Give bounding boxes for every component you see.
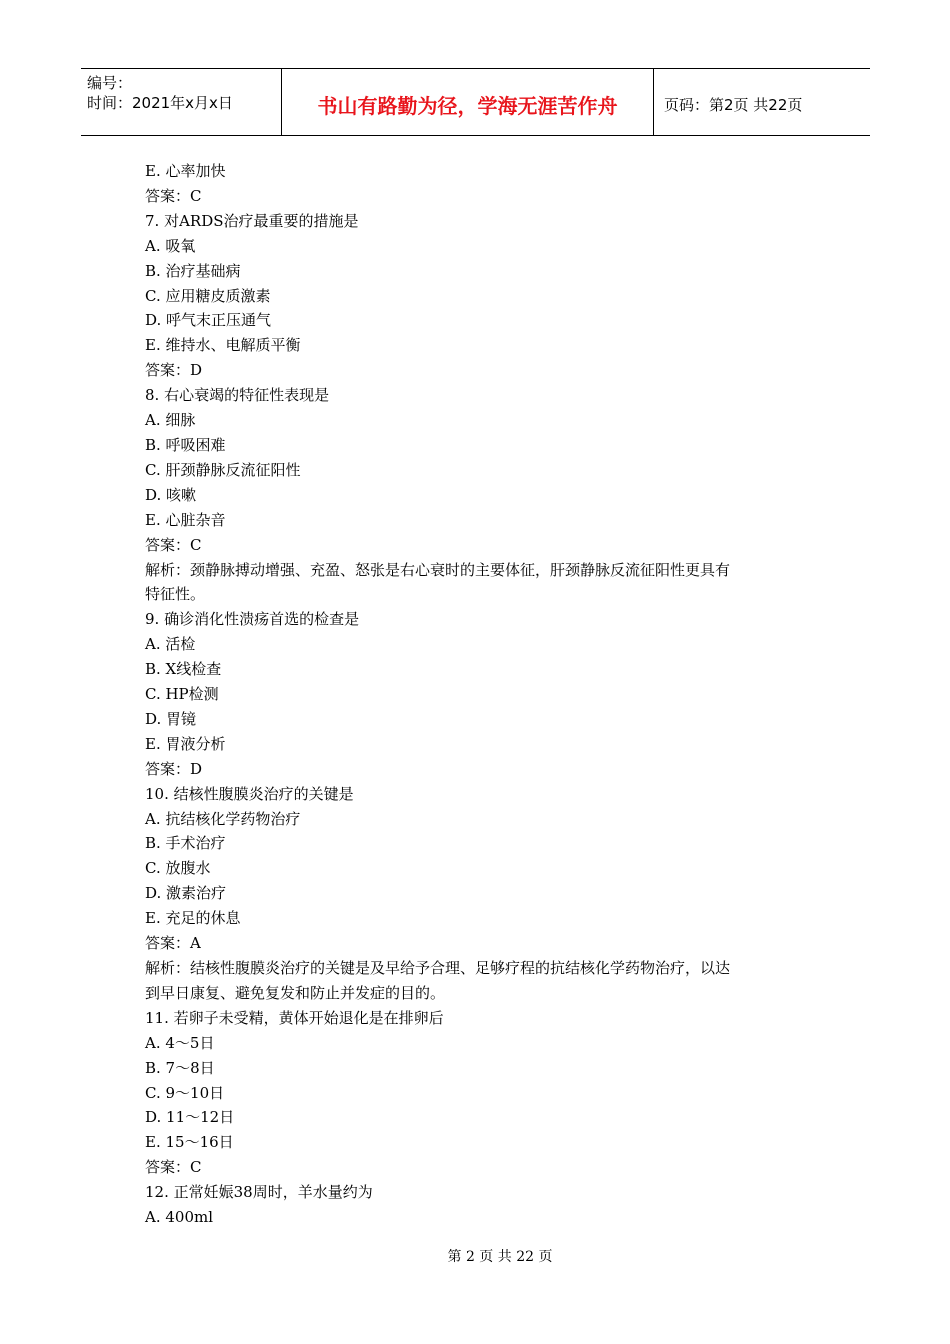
text-line: E. 心脏杂音	[145, 510, 226, 529]
text-line: E. 心率加快	[145, 162, 226, 180]
text-line: E. 胃液分析	[145, 734, 226, 753]
header-motto: 书山有路勤为径，学海无涯苦作舟	[282, 69, 654, 135]
text-line: 答案：D	[145, 759, 203, 778]
text-line: 8. 右心衰竭的特征性表现是	[145, 386, 330, 405]
text-line: A. 抗结核化学药物治疗	[145, 809, 301, 828]
document-number-label: 编号：	[87, 74, 133, 92]
text-line: 11. 若卵子未受精，黄体开始退化是在排卵后	[145, 1008, 444, 1027]
text-line: B. 手术治疗	[145, 834, 226, 853]
text-line: C. 应用糖皮质激素	[145, 286, 271, 305]
text-line: 答案：A	[145, 934, 201, 953]
text-line: 12. 正常妊娠38周时，羊水量约为	[145, 1183, 373, 1202]
page-header	[81, 68, 870, 136]
text-line: D. 呼气末正压通气	[145, 311, 272, 330]
text-line: 7. 对ARDS治疗最重要的措施是	[145, 211, 359, 230]
text-line: C. 肝颈静脉反流征阳性	[145, 460, 301, 479]
text-line: A. 吸氧	[145, 236, 196, 255]
text-line: A. 活检	[145, 635, 196, 654]
text-line: 10. 结核性腹膜炎治疗的关键是	[145, 784, 354, 803]
text-line: B. 治疗基础病	[145, 261, 241, 280]
text-line: A. 400ml	[145, 1208, 214, 1227]
text-line: A. 4～5日	[145, 1033, 215, 1052]
document-body	[145, 159, 815, 1230]
text-line: 9. 确诊消化性溃疡首选的检查是	[145, 610, 360, 629]
text-line: 答案：C	[145, 535, 202, 554]
document-date: 时间：2021年x月x日	[87, 94, 233, 112]
text-line: D. 激素治疗	[145, 884, 227, 903]
text-line: B. 呼吸困难	[145, 435, 226, 454]
text-line: 答案：C	[145, 1158, 202, 1177]
text-line: C. HP检测	[145, 685, 219, 704]
text-line: D. 胃镜	[145, 709, 197, 728]
text-line: 特征性。	[145, 585, 206, 604]
text-line: D. 11～12日	[145, 1108, 235, 1127]
text-line: 解析：结核性腹膜炎治疗的关键是及早给予合理、足够疗程的抗结核化学药物治疗，以达	[145, 959, 731, 977]
header-page-info: 页码：第2页 共22页	[664, 95, 803, 114]
text-line: 到早日康复、避免复发和防止并发症的目的。	[145, 983, 446, 1002]
text-line: 答案：C	[145, 186, 202, 205]
text-line: 答案：D	[145, 361, 203, 380]
text-line: E. 充足的休息	[145, 909, 241, 928]
text-line: C. 9～10日	[145, 1083, 225, 1102]
page-footer: 第 2 页 共 22 页	[447, 1249, 553, 1265]
text-line: D. 咳嗽	[145, 485, 197, 504]
text-line: E. 15～16日	[145, 1133, 234, 1152]
text-line: B. 7～8日	[145, 1058, 215, 1077]
text-line: C. 放腹水	[145, 859, 211, 878]
text-line: B. X线检查	[145, 660, 222, 679]
text-line: A. 细脉	[145, 411, 196, 430]
text-line: 解析：颈静脉搏动增强、充盈、怒张是右心衰时的主要体征，肝颈静脉反流征阳性更具有	[145, 560, 731, 579]
text-line: E. 维持水、电解质平衡	[145, 336, 301, 355]
header-meta-cell	[81, 69, 282, 135]
